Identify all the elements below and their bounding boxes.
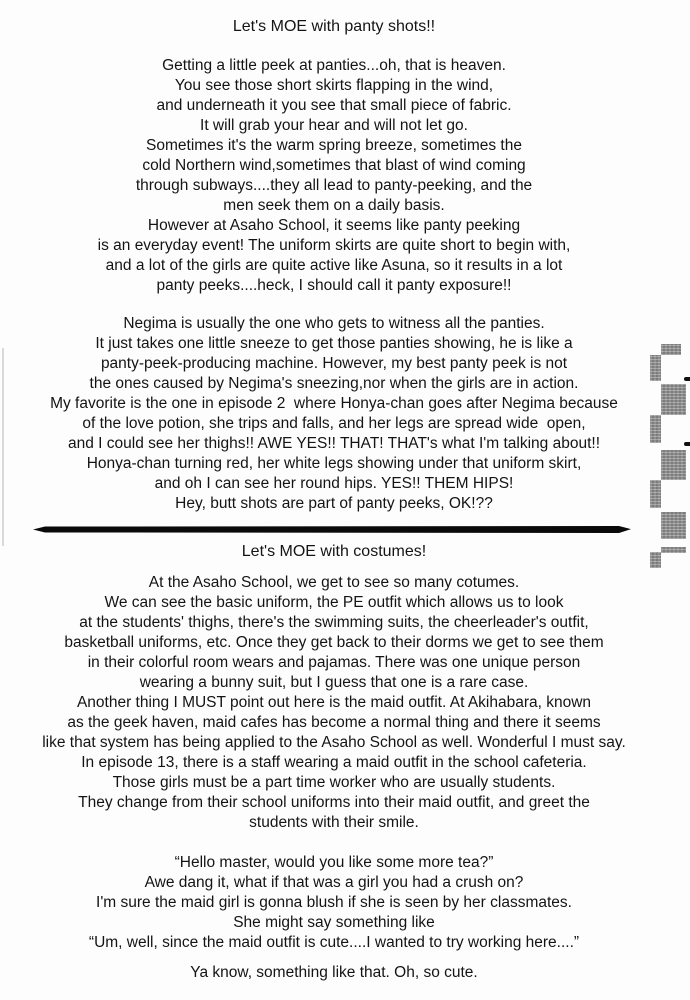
section-divider-rule: [33, 526, 631, 533]
text-line: in their colorful room wears and pajamas. There was one unique person: [87, 654, 581, 671]
scan-artifact-checker-block: [661, 450, 686, 480]
text-line: Sometimes it's the warm spring breeze, sometimes the: [146, 137, 522, 154]
text-line: Ya know, something like that. Oh, so cute.: [190, 964, 478, 981]
text-line: Hey, butt shots are part of panty peeks, OK!??: [175, 495, 493, 512]
text-line: men seek them on a daily basis.: [223, 197, 445, 214]
text-line: like that system has being applied to the Asaho School as well. Wonderful I must say.: [42, 734, 626, 751]
text-line: You see those short skirts flapping in the wind,: [174, 77, 494, 94]
text-line: They change from their school uniforms into their maid outfit, and greet the: [78, 794, 590, 811]
text-line: and I could see her thighs!! AWE YES!! THAT! THAT's what I'm talking about!!: [67, 435, 600, 452]
text-line: through subways....they all lead to panty-peeking, and the: [135, 177, 533, 194]
text-line: panty peeks....heck, I should call it panty exposure!!: [156, 277, 512, 294]
scan-artifact-checker-block: [650, 480, 661, 508]
text-line: However at Asaho School, it seems like panty peeking: [147, 217, 521, 234]
text-line: at the students' thighs, there's the swimming suits, the cheerleader's outfit,: [79, 614, 589, 631]
text-line: as the geek haven, maid cafes has become a normal thing and there it seems: [67, 714, 601, 731]
text-line: basketball uniforms, etc. Once they get back to their dorms we get to see them: [64, 634, 604, 651]
scan-artifact-left-edge-line: [2, 348, 4, 546]
text-line: “Hello master, would you like some more tea?”: [174, 854, 494, 871]
scan-artifact-checker-block: [650, 415, 661, 443]
text-line: “Um, well, since the maid outfit is cute....I wanted to try working here....”: [88, 934, 580, 951]
panty-shots-paragraph-2: [0, 314, 668, 514]
section-panty-shots-title: Let's MOE with panty shots!!: [232, 18, 436, 35]
text-line: and underneath it you see that small piece of fabric.: [156, 97, 512, 114]
text-line: cold Northern wind,sometimes that blast of wind coming: [142, 157, 526, 174]
scan-artifact-edge-dash: [684, 442, 690, 446]
text-line: and a lot of the girls are quite active like Asuna, so it results in a lot: [105, 257, 563, 274]
text-line: My favorite is the one in episode 2 where Honya-chan goes after Negima because: [50, 395, 618, 412]
text-line: I'm sure the maid girl is gonna blush if she is seen by her classmates.: [96, 894, 572, 911]
text-line: of the love potion, she trips and falls, and her legs are spread wide open,: [82, 415, 586, 432]
scan-artifact-checker-block: [661, 547, 686, 553]
text-line: She might say something like: [233, 914, 435, 931]
text-line: Awe dang it, what if that was a girl you had a crush on?: [144, 874, 524, 891]
scan-artifact-checker-block: [650, 552, 661, 568]
text-line: Negima is usually the one who gets to witness all the panties.: [123, 315, 545, 332]
text-line: We can see the basic uniform, the PE outfit which allows us to look: [104, 594, 564, 611]
text-line: Honya-chan turning red, her white legs showing under that uniform skirt,: [86, 455, 582, 472]
text-line: In episode 13, there is a staff wearing a maid outfit in the school cafeteria.: [81, 754, 587, 771]
section-costumes-title: Let's MOE with costumes!: [241, 543, 427, 560]
text-line: the ones caused by Negima's sneezing,nor when the girls are in action.: [89, 375, 579, 392]
scan-artifact-edge-dash: [684, 377, 690, 381]
scan-artifact-checker-block: [661, 344, 681, 355]
costumes-paragraph-1: [0, 573, 668, 833]
text-line: wearing a bunny suit, but I guess that one is a rare case.: [139, 674, 529, 691]
text-line: Another thing I MUST point out here is the maid outfit. At Akihabara, known: [76, 694, 592, 711]
panty-shots-paragraph-1: [0, 56, 668, 296]
scan-artifact-checker-block: [661, 512, 686, 539]
text-line: and oh I can see her round hips. YES!! THEM HIPS!: [154, 475, 514, 492]
scan-artifact-checker-block: [650, 355, 661, 381]
text-line: It will grab your hear and will not let go.: [200, 117, 468, 134]
costumes-dialogue-paragraph: [0, 853, 668, 953]
text-line: panty-peek-producing machine. However, my best panty peek is not: [100, 355, 568, 372]
text-line: At the Asaho School, we get to see so many cotumes.: [148, 574, 520, 591]
text-line: Getting a little peek at panties...oh, that is heaven.: [162, 57, 506, 74]
text-line: It just takes one little sneeze to get those panties showing, he is like a: [95, 335, 573, 352]
text-line: Those girls must be a part time worker who are usually students.: [112, 774, 556, 791]
text-line: students with their smile.: [249, 814, 419, 831]
text-line: is an everyday event! The uniform skirts are quite short to begin with,: [97, 237, 571, 254]
costumes-closing-line: [0, 963, 668, 983]
scan-artifact-checker-block: [661, 384, 686, 415]
